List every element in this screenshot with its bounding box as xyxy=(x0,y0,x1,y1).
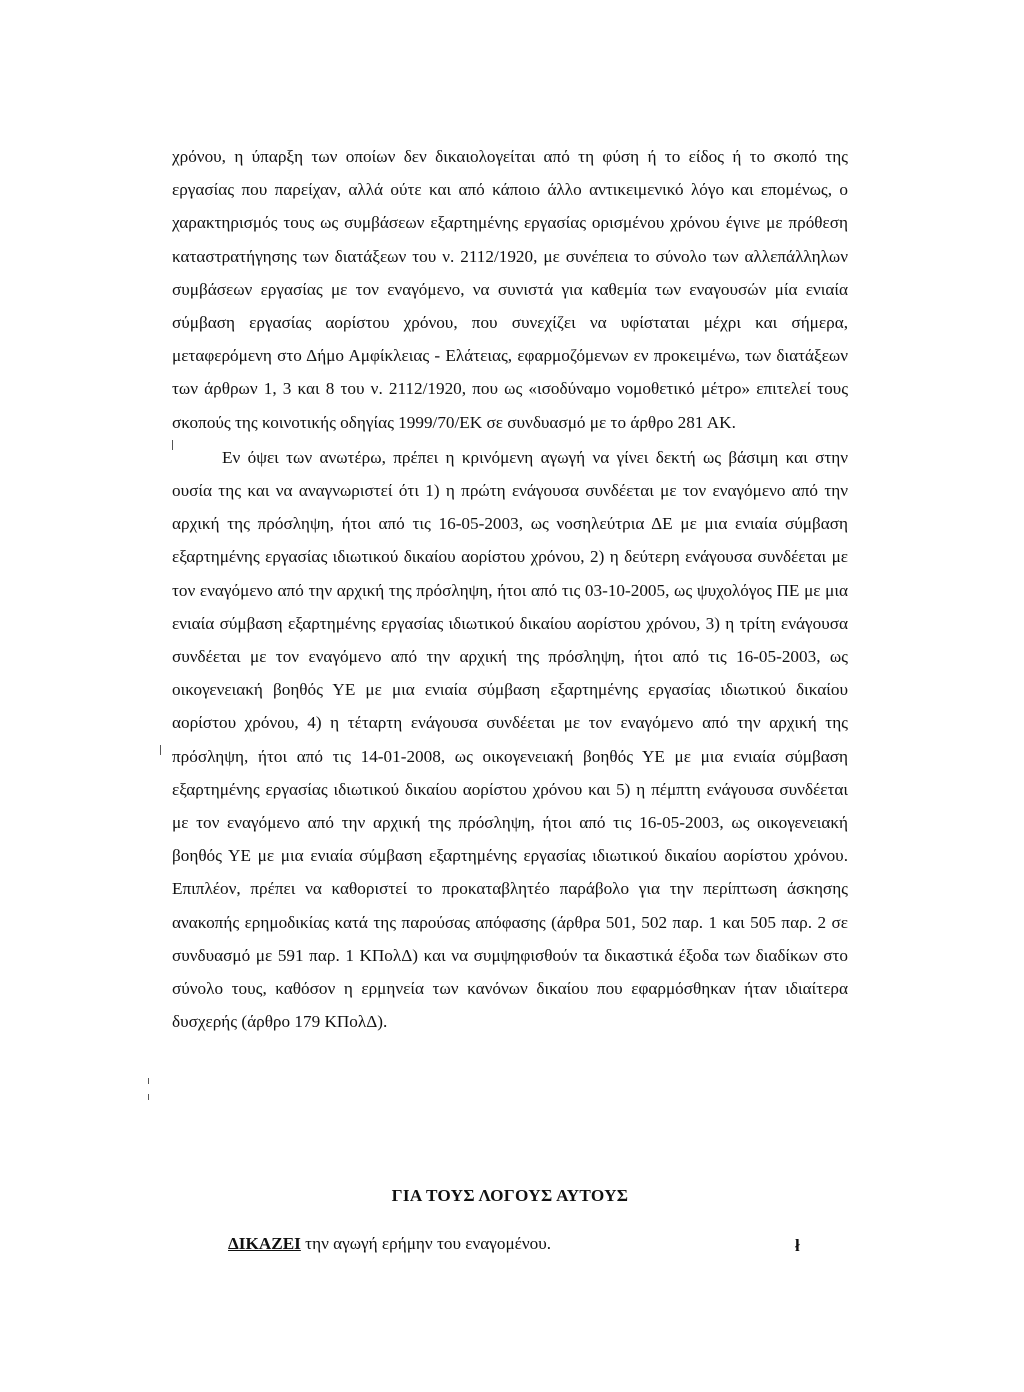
stray-mark: ł xyxy=(795,1236,800,1255)
scan-artifact-tick xyxy=(172,440,173,450)
paragraph-1: χρόνου, η ύπαρξη των οποίων δεν δικαιολογείται από τη φύση ή το είδος ή το σκοπό της εργασίας που παρείχαν, αλλά ούτε και από κάποιο άλλο αντικειμενικό λόγο και επομένως, ο χαρακτηρισμός τους ως συμβάσεων εξαρτημένης εργασίας ορισμένου χρόνου έγινε με πρόθεση καταστρατήγησης των διατάξεων του ν. 2112/1920, με συνέπεια το σύνολο των αλλεπάλληλων συμβάσεων εργασίας με τον εναγόμενο, να συνιστά για καθεμία των εναγουσών μία ενιαία σύμβαση εργασίας αορίστου χρόνου, που συνεχίζει να υφίσταται μέχρι και σήμερα, μεταφερόμενη στο Δήμο Αμφίκλειας - Ελάτειας, εφαρμοζόμενων εν προκειμένω, των διατάξεων των άρθρων 1, 3 και 8 του ν. 2112/1920, που ως «ισοδύναμο νομοθετικό μέτρο» επιτελεί τους σκοπούς της κοινοτικής οδηγίας 1999/70/ΕΚ σε συνδυασμό με το άρθρο 281 ΑΚ. xyxy=(172,147,848,432)
verdict-keyword: ΔΙΚΑΖΕΙ xyxy=(228,1234,301,1253)
document-body xyxy=(172,140,848,1038)
scan-artifact-tick xyxy=(160,745,161,755)
scan-artifact-tick xyxy=(148,1078,149,1084)
scan-artifact-tick xyxy=(148,1094,149,1100)
paragraph-2: Εν όψει των ανωτέρω, πρέπει η κρινόμενη αγωγή να γίνει δεκτή ως βάσιμη και στην ουσία της και να αναγνωριστεί ότι 1) η πρώτη ενάγουσα συνδέεται με τον εναγόμενο από την αρχική της πρόσληψη, ήτοι από τις 16-05-2003, ως νοσηλεύτρια ΔΕ με μια ενιαία σύμβαση εξαρτημένης εργασίας ιδιωτικού δικαίου αορίστου χρόνου, 2) η δεύτερη ενάγουσα συνδέεται με τον εναγόμενο από την αρχική της πρόσληψη, ήτοι από τις 03-10-2005, ως ψυχολόγος ΠΕ με μια ενιαία σύμβαση εξαρτημένης εργασίας ιδιωτικού δικαίου αορίστου χρόνου, 3) η τρίτη ενάγουσα συνδέεται με τον εναγόμενο από την αρχική της πρόσληψη, ήτοι από τις 16-05-2003, ως οικογενειακή βοηθός ΥΕ με μια ενιαία σύμβαση εξαρτημένης εργασίας ιδιωτικού δικαίου αορίστου χρόνου, 4) η τέταρτη ενάγουσα συνδέεται με τον εναγόμενο από την αρχική της πρόσληψη, ήτοι από τις 14-01-2008, ως οικογενειακή βοηθός ΥΕ με μια ενιαία σύμβαση εξαρτημένης εργασίας ιδιωτικού δικαίου αορίστου χρόνου και 5) η πέμπτη ενάγουσα συνδέεται με τον εναγόμενο από την αρχική της πρόσληψη, ήτοι από τις 16-05-2003, ως οικογενειακή βοηθός ΥΕ με μια ενιαία σύμβαση εξαρτημένης εργασίας ιδιωτικού δικαίου αορίστου χρόνου. Επιπλέον, πρέπει να καθοριστεί το προκαταβλητέο παράβολο για την περίπτωση άσκησης ανακοπής ερημοδικίας κατά της παρούσας απόφασης (άρθρα 501, 502 παρ. 1 και 505 παρ. 2 σε συνδυασμό με 591 παρ. 1 ΚΠολΔ) και να συμψηφισθούν τα δικαστικά έξοδα των διαδίκων στο σύνολο τους, καθόσον η ερμηνεία των κανόνων δικαίου που εφαρμόσθηκαν ήταν ιδιαίτερα δυσχερής (άρθρο 179 ΚΠολΔ). xyxy=(172,447,848,1032)
verdict-line xyxy=(228,1234,551,1254)
section-heading: ΓΙΑ ΤΟΥΣ ΛΟΓΟΥΣ ΑΥΤΟΥΣ xyxy=(391,1186,629,1205)
verdict-text: την αγωγή ερήμην του εναγομένου. xyxy=(300,1234,552,1253)
